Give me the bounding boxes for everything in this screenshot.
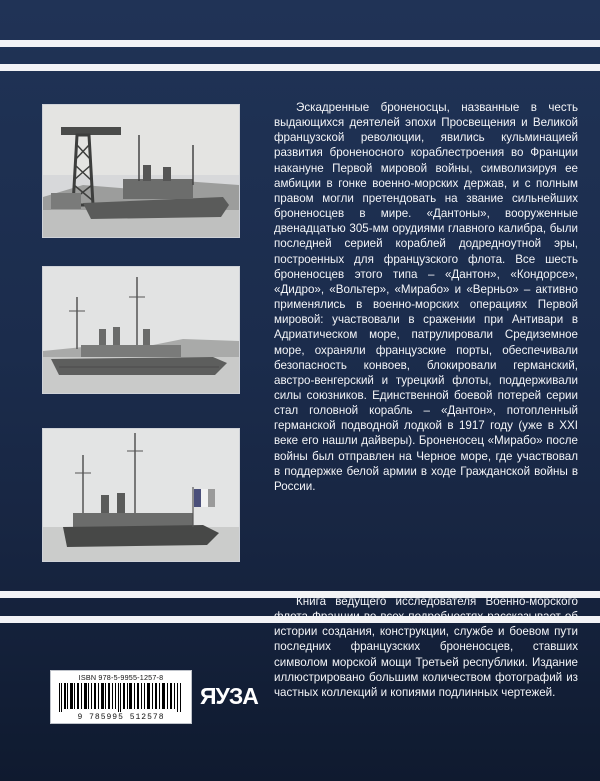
top-stripe-1 xyxy=(0,40,600,47)
publisher-logo: ЯУЗА xyxy=(200,683,258,709)
description-paragraph-2: Книга ведущего исследователя Военно-морского флота Франции во всех подробностях рассказывает об истории создания, конструкции, службе и боевом пути последних французских броненосцев, ставших символом морской мощи Третьей республики. Издание иллюстрировано большим количеством фотографий из частных коллекций и копиями подлинных чертежей. xyxy=(274,595,578,699)
barcode-bars xyxy=(57,683,185,712)
photo-battleship-at-crane xyxy=(42,104,240,238)
description-paragraph-1: Эскадренные броненосцы, названные в честь выдающихся деятелей эпохи Просвещения и Великой французской революции, явились кульминацией развития броненосного кораблестроения во Франции накануне Первой мировой войны, символизируя ее амбиции в гонке военно-морских держав, и с полным правом могли претендовать на звание сильнейших броненосцев в мире. «Дантоны», вооруженные двенадцатью 305-мм орудиями главного калибра, были последней серией кораблей додредноутной эры, построенных для французского флота. Все шесть броненосцев этого типа – «Дантон», «Кондорсе», «Дидро», «Вольтер», «Мирабо» и «Верньо» – активно применялись в военно-морских операциях Первой мировой: участвовали в сражении при Антивари в Адриатическом море, патрулировали Средиземное море, охраняли французские порты, обеспечивали безопасность конвоев, блокировали германский, австро-венгерский и турецкий флоты, поддерживали силы союзников. Единственной боевой потерей серии стал головной корабль – «Дантон», потопленный германской подводной лодкой в 1917 году (уже в XXI веке его нашли дайверы). Броненосец «Мирабо» после войны был отправлен на Черное море, где участвовал в поддержке белой армии в ходе Гражданской войны в России. xyxy=(274,101,578,493)
photo-battleship-at-crane-image xyxy=(43,105,239,237)
barcode-digits: 9 785995 512578 xyxy=(77,713,165,722)
description-text-1 xyxy=(274,100,578,494)
top-stripe-2 xyxy=(0,64,600,71)
photo-battleship-at-sea xyxy=(42,266,240,394)
photo-battleship-with-flag-image xyxy=(43,429,239,561)
photo-battleship-with-flag xyxy=(42,428,240,562)
photo-battleship-at-sea-image xyxy=(43,267,239,393)
description-text-2 xyxy=(274,594,578,700)
isbn-barcode xyxy=(50,670,192,724)
isbn-label: ISBN 978-5-9955-1257-8 xyxy=(78,673,164,682)
